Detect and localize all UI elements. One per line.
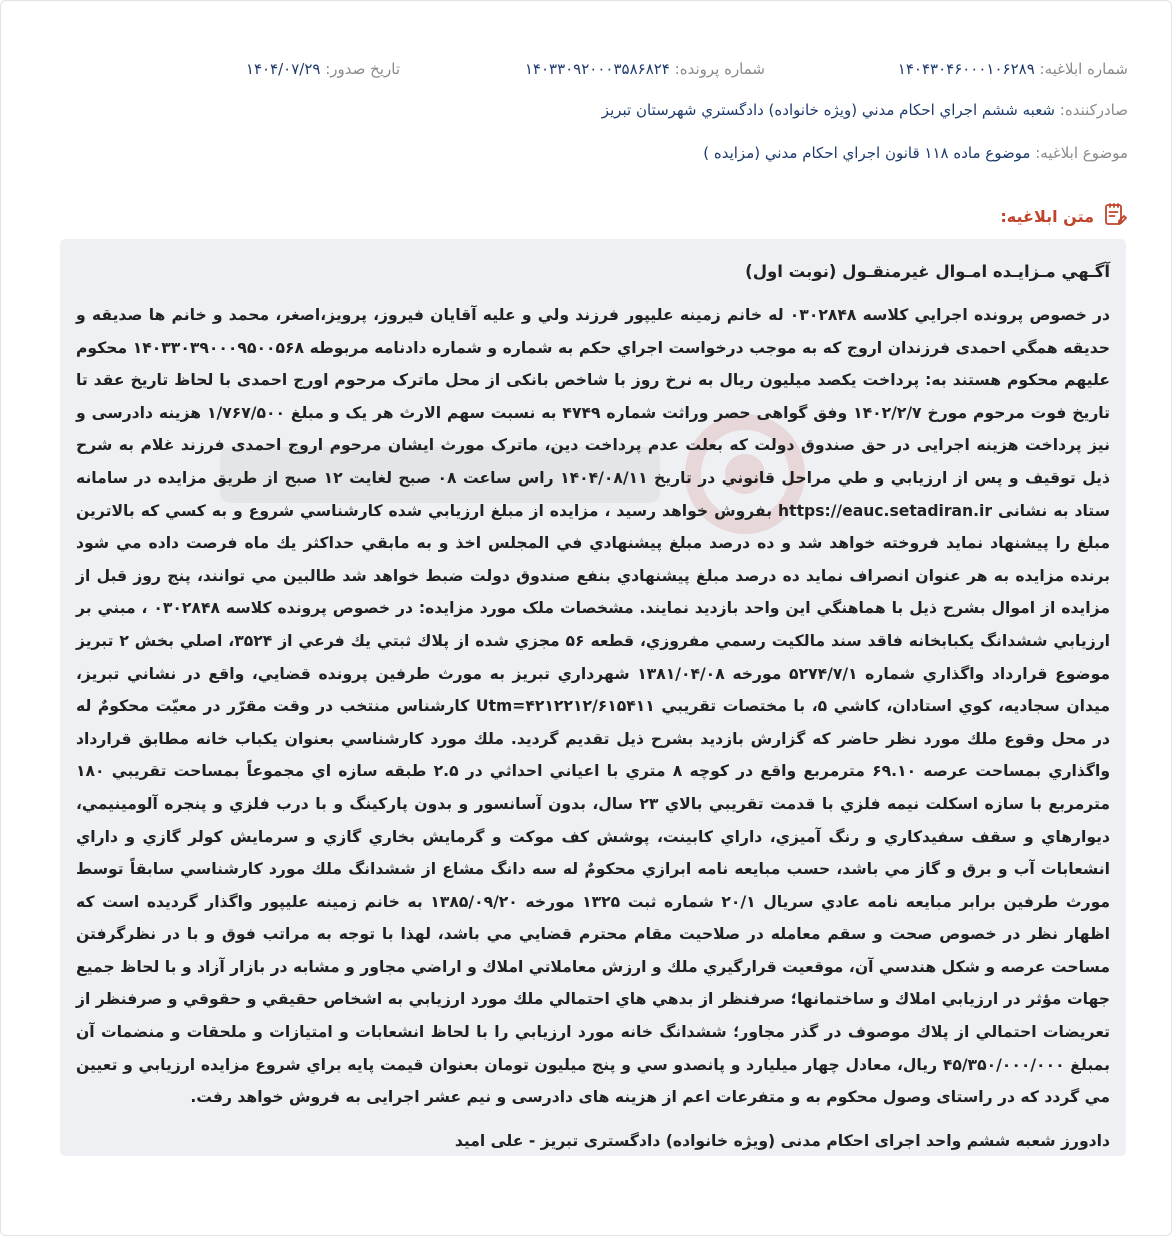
- notice-signature: دادورز شعبه ششم واحد اجرای احکام مدنی (ويژه خانواده) دادگستری تبريز - علی اميد: [454, 1131, 1110, 1150]
- subject-row: [46, 142, 1128, 164]
- subject-value: موضوع ماده ۱۱۸ قانون اجراي احکام مدني (مزايده ): [703, 144, 1031, 162]
- notice-panel: [60, 239, 1126, 1156]
- issuer-label: صادرکننده:: [1059, 101, 1128, 119]
- subject-label: موضوع ابلاغیه:: [1035, 144, 1128, 162]
- issuer-row: [46, 99, 1128, 121]
- notice-text-heading: [1000, 201, 1128, 231]
- notice-number-label: شماره ابلاغیه:: [1039, 60, 1128, 78]
- notice-text-heading-label: متن ابلاغیه:: [1000, 206, 1094, 226]
- notice-number-value: ۱۴۰۴۳۰۴۶۰۰۰۱۰۶۲۸۹: [897, 60, 1035, 78]
- notice-body: در خصوص پرونده اجرايي کلاسه ۰۳۰۲۸۴۸ له خانم زمينه عليپور فرزند ولي و عليه آقايان فيروز، پرويز،اصغر، محمد و خانم ها صديقه و حديقه همگي احمدی فرزندان اروج که به موجب درخواست اجراي حکم به شماره و شماره دادنامه مربوطه ۱۴۰۳۳۰۳۹۰۰۰۹۵۰۰۵۶۸ محکوم عليهم محکوم هستند به: پرداخت يکصد ميليون ريال به نرخ روز با شاخص بانکی از محل ماترک مرحوم اورج احمدی با لحاظ تاريخ عقد تا تاريخ فوت مرحوم مورخ ۱۴۰۲/۲/۷ وفق گواهی حصر وراثت شماره ۴۷۴۹ به نسبت سهم الارث هر يک و مبلغ ۱/۷۶۷/۵۰۰ هزينه دادرسی و نيز پرداخت هزينه اجرايی در حق صندوق دولت که بعلت عدم پرداخت دين، ماترک مورث ايشان مرحوم اروج احمدی فرزند غلام به شرح ذيل توقيف و پس از ارزيابي و طي مراحل قانوني در تاريخ ۱۴۰۴/۰۸/۱۱ راس ساعت ۰۸ صبح لغايت ۱۲ صبح از طريق مزايده در سامانه ستاد به نشانی https://eauc.setadiran.ir بفروش خواهد رسيد ، مزايده از مبلغ ارزيابي شده کارشناسي شروع و به كسي كه بالاترين مبلغ را پيشنهاد نمايد فروخته خواهد شد و ده درصد مبلغ پيشنهادي في المجلس اخذ و به مابقي حداكثر يك ماه فرصت داده مي شود برنده مزايده به هر عنوان انصراف نمايد ده درصد مبلغ پيشنهادي بنفع صندوق دولت ضبط خواهد شد طالبين مي توانند، پنج روز قبل از مزايده از اموال بشرح ذيل با هماهنگي اين واحد بازديد نمايند. مشخصات ملک مورد مزايده: در خصوص پرونده کلاسه ۰۳۰۲۸۴۸ ، مبني بر ارزيابي ششدانگ يكبابخانه فاقد سند مالكيت رسمي مفروزي، قطعه ۵۶ مجزي شده از پلاك ثبتي يك فرعي از ۳۵۲۴، اصلي بخش ۲ تبريز موضوع قرارداد واگذاري شماره ۵۲۷۴/۷/۱ مورخه ۱۳۸۱/۰۴/۰۸ شهرداري تبريز به مورث طرفين پرونده قضايي، واقع در نشاني تبريز، ميدان سجاديه، كوي استادان، كاشي ۵، با مختصات تقريبي ۴۲۱۲۲۱۲/۶۱۵۴۱۱=Utm كارشناس منتخب در وقت مقرّر در معيّت محكومٌ له در محل وقوع ملك مورد نظر حاضر كه گزارش بازديد بشرح ذيل تقديم گرديد. ملك مورد كارشناسي بعنوان يكباب خانه مطابق قرارداد واگذاري بمساحت عرصه ۶۹.۱۰ مترمربع واقع در كوچه ۸ متري با اعياني احداثي در ۲.۵ طبقه سازه اي مجموعاً بمساحت تقريبي ۱۸۰ مترمربع با سازه اسكلت نيمه فلزي با قدمت تقريبي بالاي ۲۳ سال، بدون آسانسور و بدون پاركينگ و با درب فلزي و پنجره آلومينيمي، ديوارهاي و سقف سفيدكاري و رنگ آميزي، داراي كابينت، پوشش كف موكت و گرمايش بخاري گازي و سرمايش كولر گازي و داراي انشعابات آب و برق و گاز مي باشد، حسب مبايعه نامه ابرازي محكومٌ له سه دانگ مشاع از ششدانگ ملك مورد كارشناسي سابقاً توسط مورث طرفين برابر مبايعه نامه عادي سريال ۲۰/۱ شماره ثبت ۱۳۲۵ مورخه ۱۳۸۵/۰۹/۲۰ به خانم زمينه عليپور واگذار گرديده است كه اظهار نظر در خصوص صحت و سقم معامله در صلاحيت مقام محترم قضايي مي باشد، لهذا با توجه به مراتب فوق و با در نظرگرفتن مساحت عرصه و شكل هندسي آن، موقعيت قرارگيري ملك و ارزش معاملاتي املاك و اراضي مجاور و مشابه در بازار آزاد و با لحاظ جميع جهات مؤثر در ارزيابي املاك و ساختمانها؛ صرفنظر از بدهي هاي احتمالي ملك مورد ارزيابي به اشخاص حقيقي و حقوقي و صرفنظر از تعريضات احتمالي از پلاك موصوف در گذر مجاور؛ ششدانگ خانه مورد ارزيابي را با لحاظ انشعابات و امتيازات و ملحقات و منضمات آن بمبلغ ۴۵/۳۵۰/۰۰۰/۰۰۰ ريال، معادل چهار ميليارد و پانصدو سي و پنج ميليون تومان بعنوان قيمت پايه براي شروع مزايده ارزيابي و تعيين مي گردد که در راستای وصول محکوم به و متفرعات اعم از هزينه های دادرسی و نيم عشر اجرايی به فروش خواهد رفت.: [76, 306, 1111, 1107]
- file-number: [525, 58, 765, 80]
- file-number-label: شماره پرونده:: [674, 60, 765, 78]
- file-number-value: ۱۴۰۳۳۰۹۲۰۰۰۳۵۸۶۸۲۴: [524, 60, 670, 78]
- issuer-value: شعبه ششم اجراي احكام مدني (ويژه خانواده) دادگستري شهرستان تبريز: [601, 101, 1055, 119]
- notice-number: [898, 58, 1128, 80]
- document-edit-icon: [1102, 201, 1128, 231]
- header-row-numbers: [46, 58, 1128, 80]
- issue-date: [246, 58, 400, 80]
- issue-date-label: تاریخ صدور:: [325, 60, 400, 78]
- notice-title: آگـهي مـزايـده امـوال غيرمنقـول (نوبت اول): [745, 262, 1110, 281]
- issue-date-value: ۱۴۰۴/۰۷/۲۹: [245, 60, 321, 78]
